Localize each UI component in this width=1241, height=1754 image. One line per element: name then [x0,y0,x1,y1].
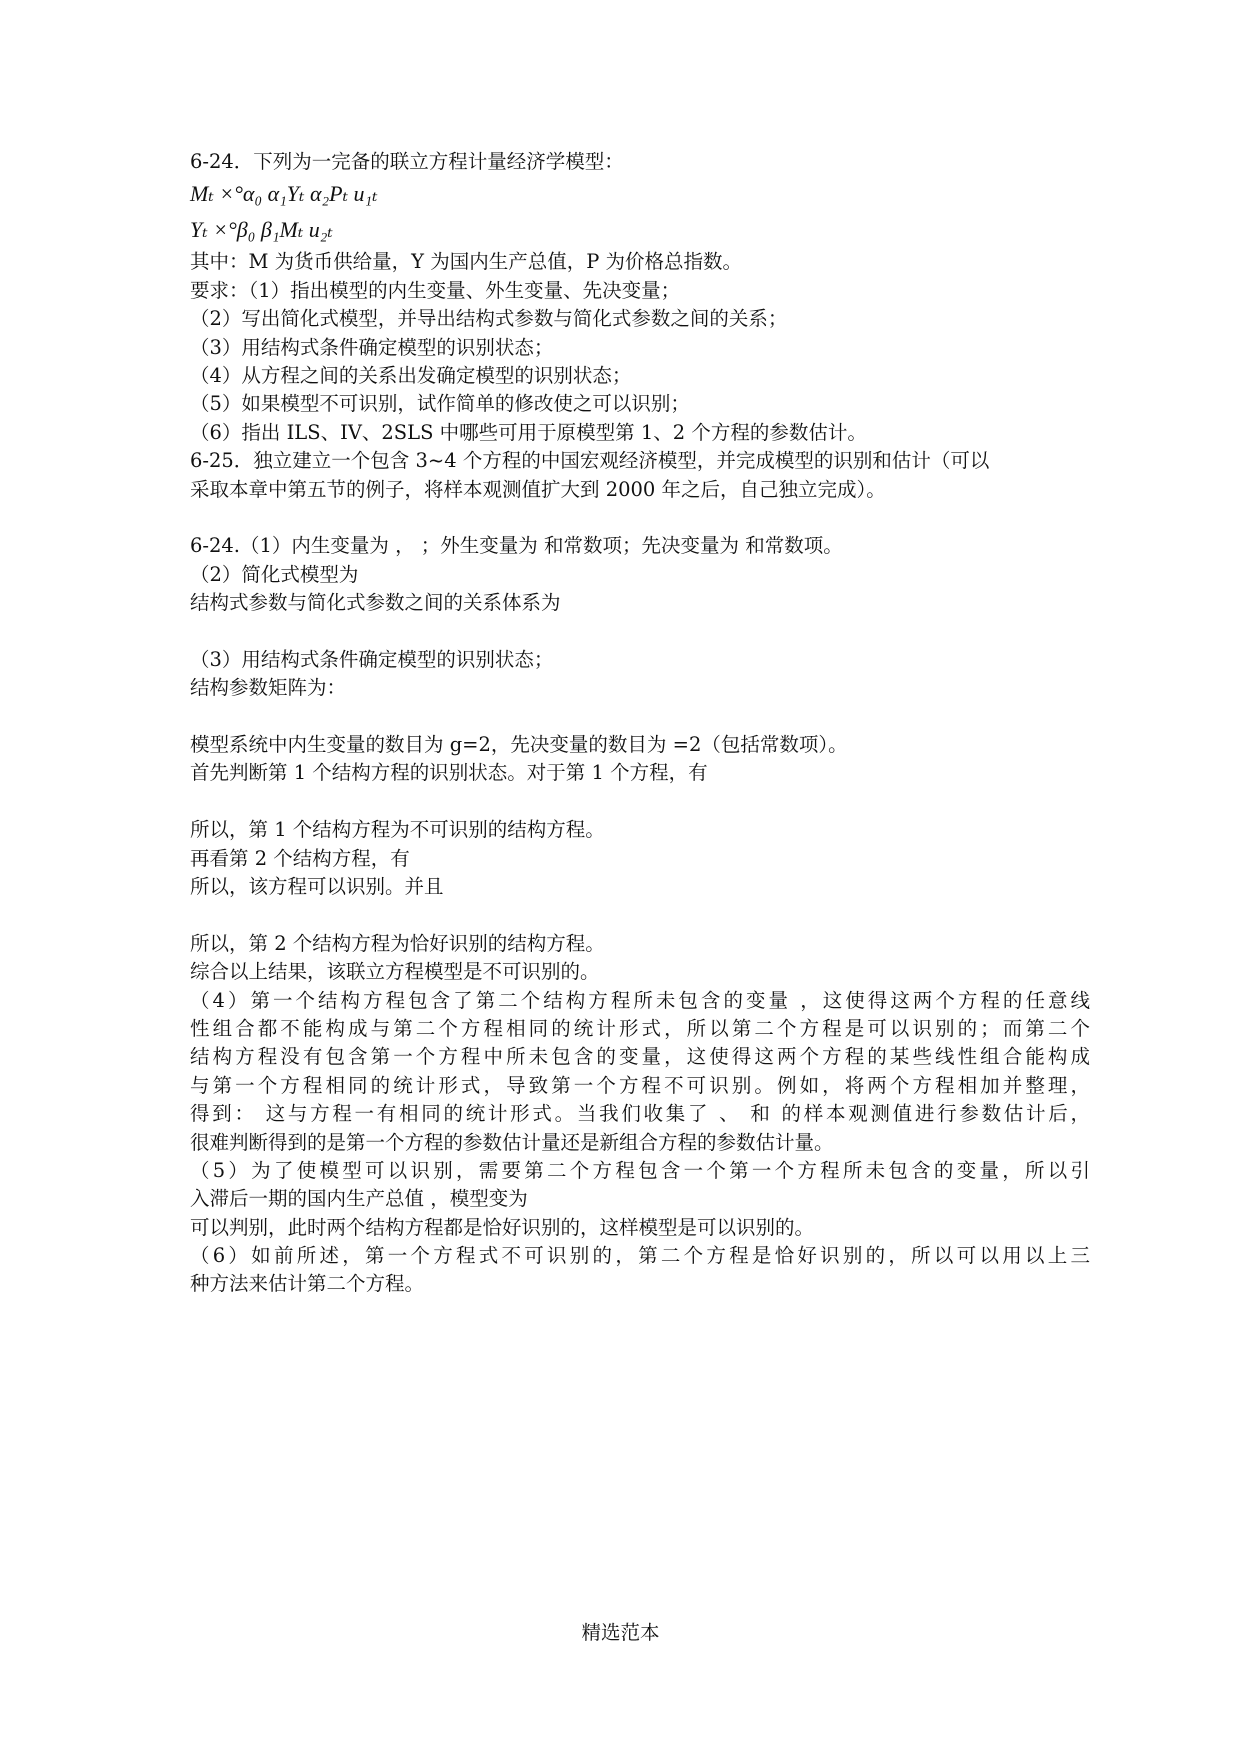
equation-line: Yₜ ×°β₀ β₁Mₜ u₂ₜ [190,217,333,243]
text-line: 其中：M 为货币供给量，Y 为国内生产总值，P 为价格总指数。 [190,250,743,274]
blank-line [190,703,1090,731]
blank-line [190,617,1090,645]
text-line: 所以，第 1 个结构方程为不可识别的结构方程。 [190,818,605,842]
text-line: （3）用结构式条件确定模型的识别状态； [190,335,554,359]
text-line: （6）指出 ILS、IV、2SLS 中哪些可用于原模型第 1、2 个方程的参数估计。 [190,420,867,444]
text-line: 可以判别，此时两个结构方程都是恰好识别的，这样模型是可以识别的。 [190,1215,815,1239]
text-line: 种方法来估计第二个方程。 [190,1272,425,1296]
text-line: 要求：（1）指出模型的内生变量、外生变量、先决变量； [190,278,681,302]
blank-line [190,504,1090,532]
equation-line: Mₜ ×°α₀ α₁Yₜ α₂Pₜ u₁ₜ [190,181,378,207]
text-line: 综合以上结果，该联立方程模型是不可识别的。 [190,960,600,984]
text-line: 6-25．独立建立一个包含 3~4 个方程的中国宏观经济模型，并完成模型的识别和估计（可以 [190,449,990,473]
text-line: 6-24.（1）内生变量为 ， ；外生变量为 和常数项；先决变量为 和常数项。 [190,534,843,558]
text-line: 模型系统中内生变量的数目为 g=2，先决变量的数目为 =2（包括常数项）。 [190,733,848,757]
text-line: （6）如前所述，第一个方程式不可识别的，第二个方程是恰好识别的，所以可以用以上三 [190,1244,1090,1268]
text-line: （3）用结构式条件确定模型的识别状态； [190,647,554,671]
text-line: （2）简化式模型为 [190,562,359,586]
text-line: 结构参数矩阵为： [190,676,347,700]
text-line: 首先判断第 1 个结构方程的识别状态。对于第 1 个方程，有 [190,761,708,785]
text-line: （5）如果模型不可识别，试作简单的修改使之可以识别； [190,392,690,416]
text-line: 性组合都不能构成与第二个方程相同的统计形式，所以第二个方程是可以识别的；而第二个 [190,1016,1090,1040]
text-line: 入滞后一期的国内生产总值 ，模型变为 [190,1187,528,1211]
text-line: （4）从方程之间的关系出发确定模型的识别状态； [190,363,632,387]
blank-line [190,788,1090,816]
text-line: （5）为了使模型可以识别，需要第二个方程包含一个第一个方程所未包含的变量，所以引 [190,1158,1090,1182]
text-line: 结构方程没有包含第一个方程中所未包含的变量，这使得这两个方程的某些线性组合能构成 [190,1045,1090,1069]
text-line: （2）写出简化式模型，并导出结构式参数与简化式参数之间的关系； [190,307,788,331]
page-footer: 精选范本 [581,1621,660,1644]
text-line: 所以，第 2 个结构方程为恰好识别的结构方程。 [190,931,605,955]
text-line: 结构式参数与简化式参数之间的关系体系为 [190,591,561,615]
text-line: 得到： 这与方程一有相同的统计形式。当我们收集了 、 和 的样本观测值进行参数估计后， [190,1102,1090,1126]
blank-line [190,901,1090,929]
text-line: 很难判断得到的是第一个方程的参数估计量还是新组合方程的参数估计量。 [190,1130,834,1154]
text-line: 与第一个方程相同的统计形式，导致第一个方程不可识别。例如，将两个方程相加并整理， [190,1073,1090,1097]
text-line: （4）第一个结构方程包含了第二个结构方程所未包含的变量 ，这使得这两个方程的任意线 [190,988,1090,1012]
text-line: 再看第 2 个结构方程，有 [190,846,410,870]
document-body [190,148,1090,1299]
text-line: 6-24．下列为一完备的联立方程计量经济学模型： [190,150,624,173]
text-line: 所以，该方程可以识别。并且 [190,874,444,898]
text-line: 采取本章中第五节的例子，将样本观测值扩大到 2000 年之后，自己独立完成）。 [190,477,886,501]
